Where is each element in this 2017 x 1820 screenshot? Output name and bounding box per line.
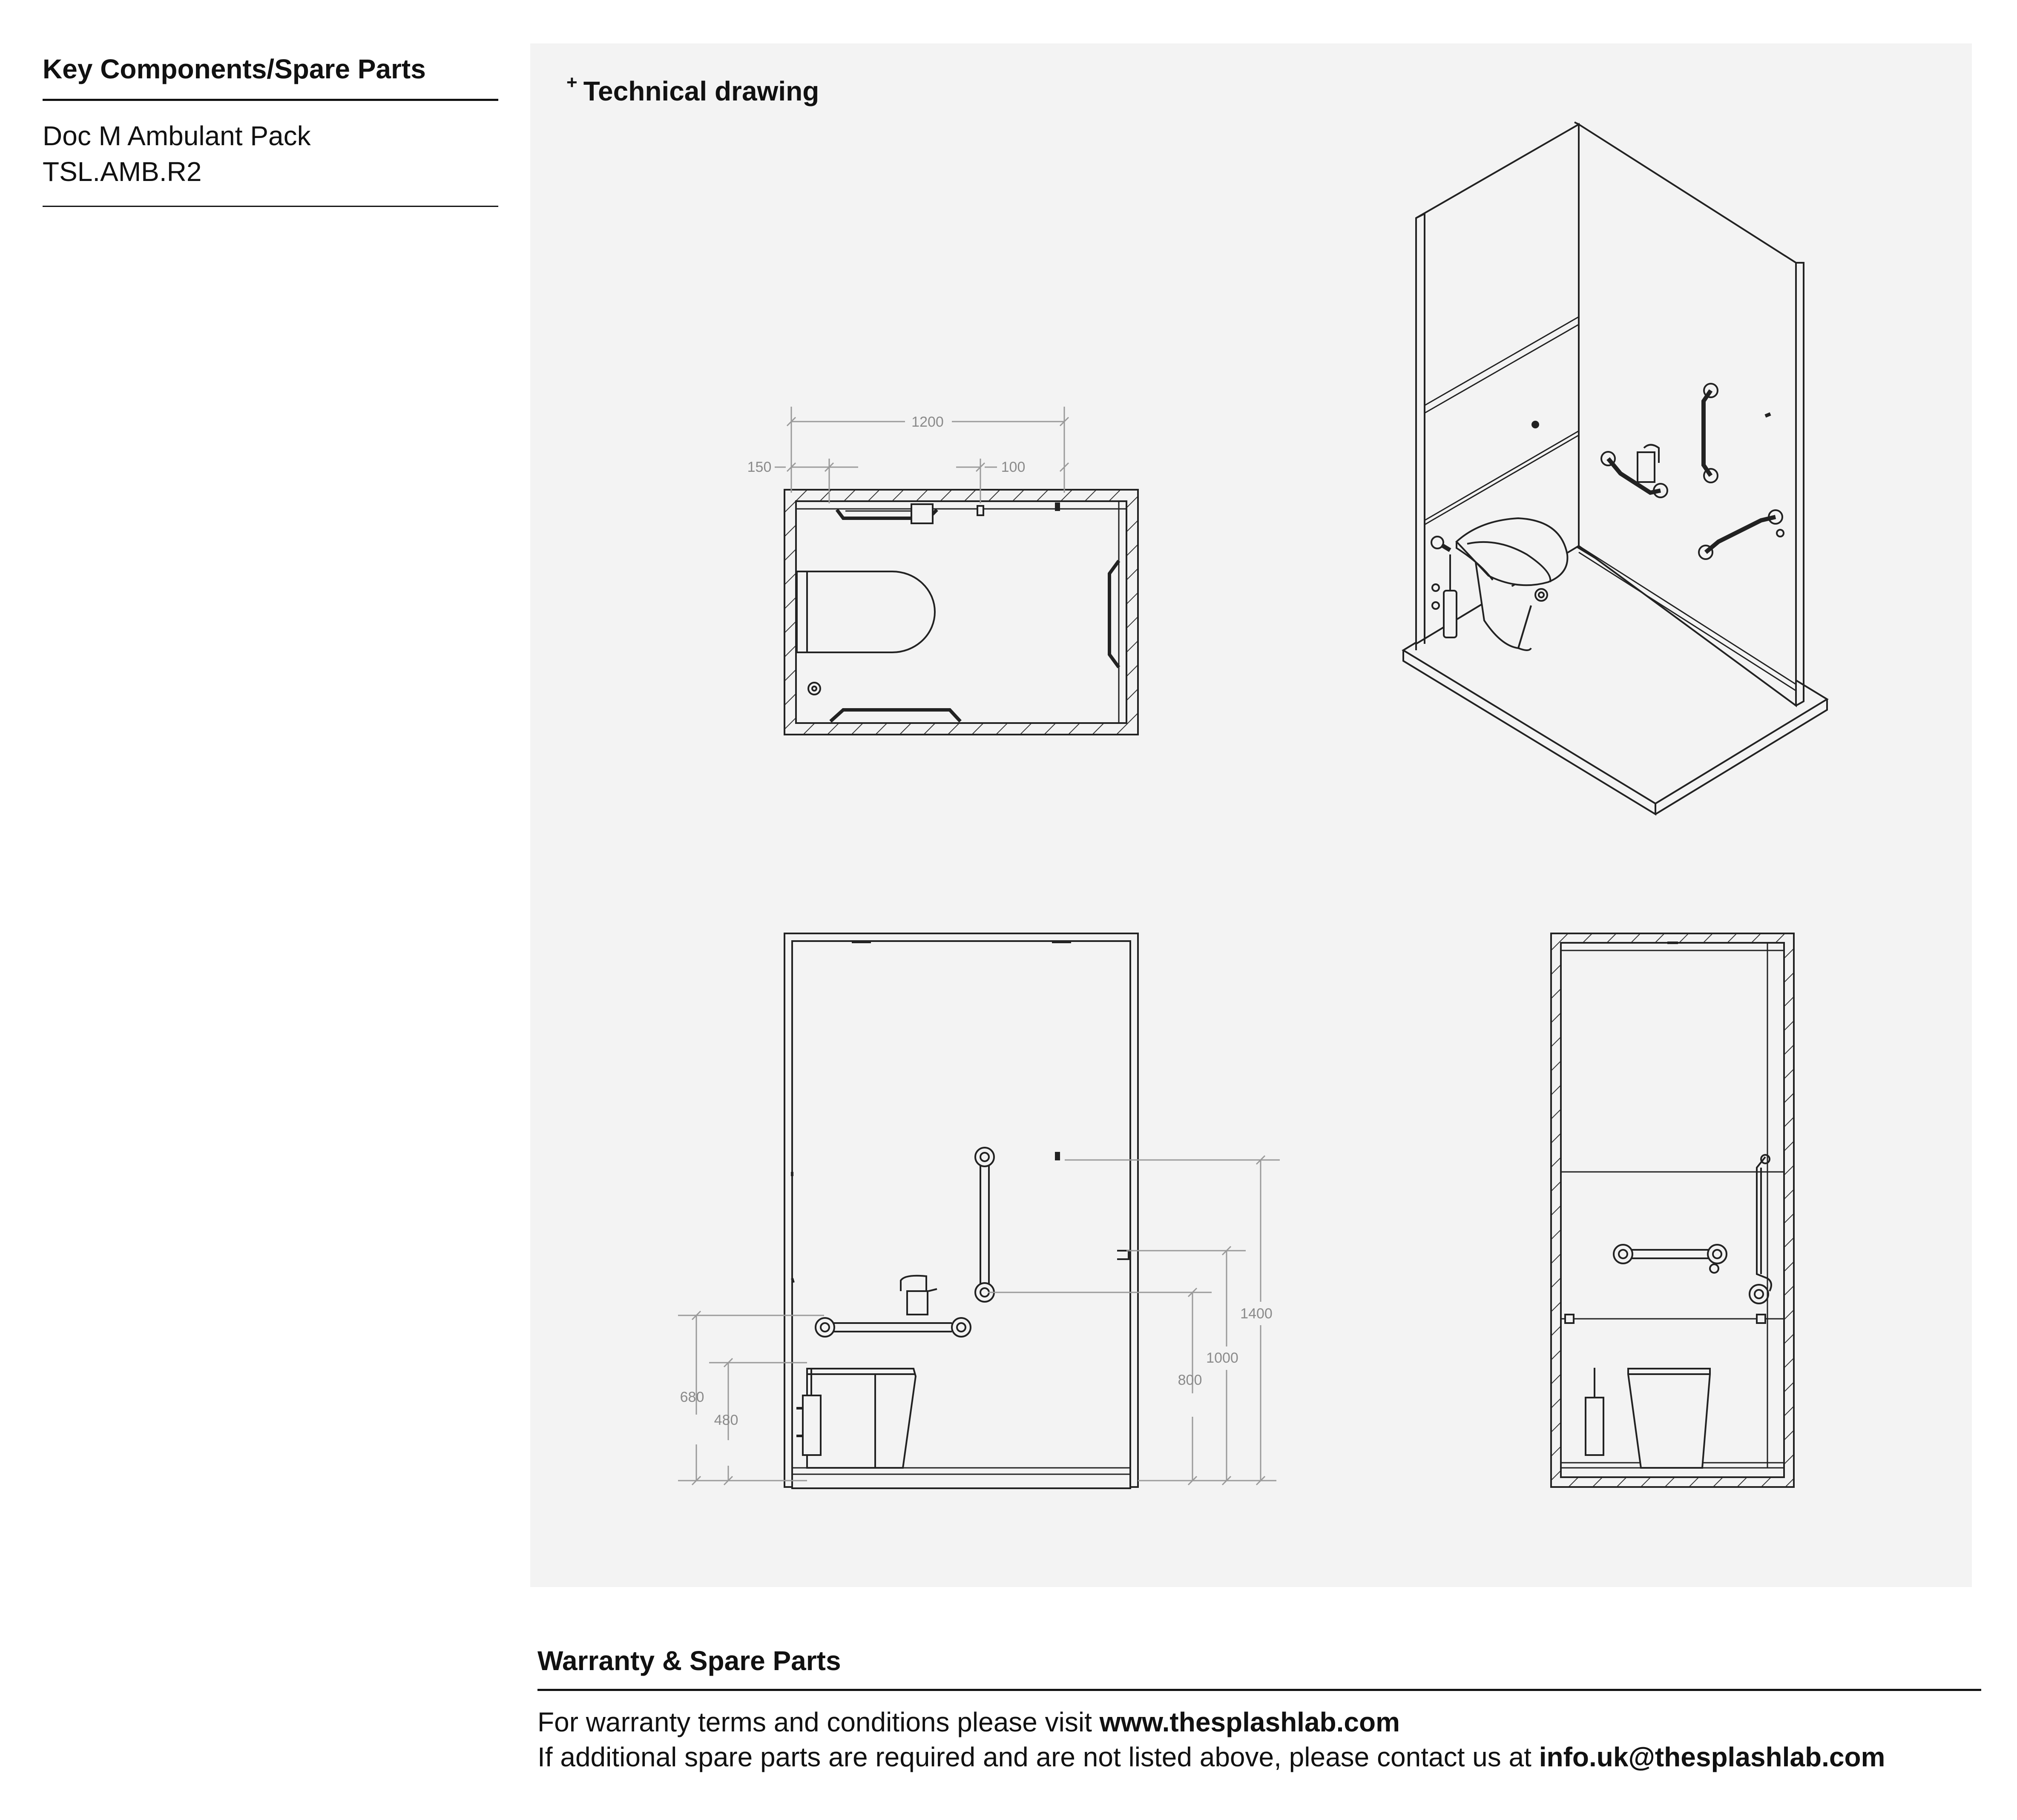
components-section bbox=[43, 55, 498, 207]
side-elevation bbox=[1551, 933, 1794, 1487]
plan-dim-right: 100 bbox=[1001, 459, 1026, 475]
warranty-line-2 bbox=[537, 1740, 1981, 1774]
isometric-view bbox=[1403, 122, 1827, 814]
warranty-body bbox=[537, 1691, 1981, 1774]
email-link[interactable]: info.uk@thesplashlab.com bbox=[1539, 1742, 1885, 1772]
elev-dim-1400: 1400 bbox=[1240, 1306, 1273, 1322]
warranty-line-2-text: If additional spare parts are required and are not listed above, please contact us at bbox=[537, 1742, 1539, 1772]
technical-drawing-svg bbox=[530, 43, 1972, 1587]
elev-dim-1000: 1000 bbox=[1206, 1350, 1238, 1366]
elev-dim-680: 680 bbox=[680, 1389, 704, 1405]
components-heading: Key Components/Spare Parts bbox=[43, 55, 498, 101]
plan-view bbox=[784, 490, 1138, 735]
plan-dim-left: 150 bbox=[747, 459, 772, 475]
elev-dim-480: 480 bbox=[714, 1412, 738, 1428]
warranty-section bbox=[537, 1647, 1981, 1774]
product-code: TSL.AMB.R2 bbox=[43, 156, 202, 187]
product-info bbox=[43, 101, 498, 207]
technical-drawing-title-text: Technical drawing bbox=[583, 76, 819, 106]
website-link[interactable]: www.thesplashlab.com bbox=[1099, 1707, 1400, 1737]
plan-dim-width: 1200 bbox=[911, 414, 944, 430]
front-elevation bbox=[784, 933, 1138, 1488]
warranty-line-1-text: For warranty terms and conditions please visit bbox=[537, 1707, 1100, 1737]
elev-dim-800: 800 bbox=[1178, 1372, 1202, 1388]
warranty-line-1 bbox=[537, 1705, 1981, 1740]
plus-icon: + bbox=[566, 72, 578, 93]
warranty-heading: Warranty & Spare Parts bbox=[537, 1647, 1981, 1691]
technical-drawing-panel bbox=[530, 43, 1972, 1587]
product-name: Doc M Ambulant Pack bbox=[43, 121, 311, 151]
